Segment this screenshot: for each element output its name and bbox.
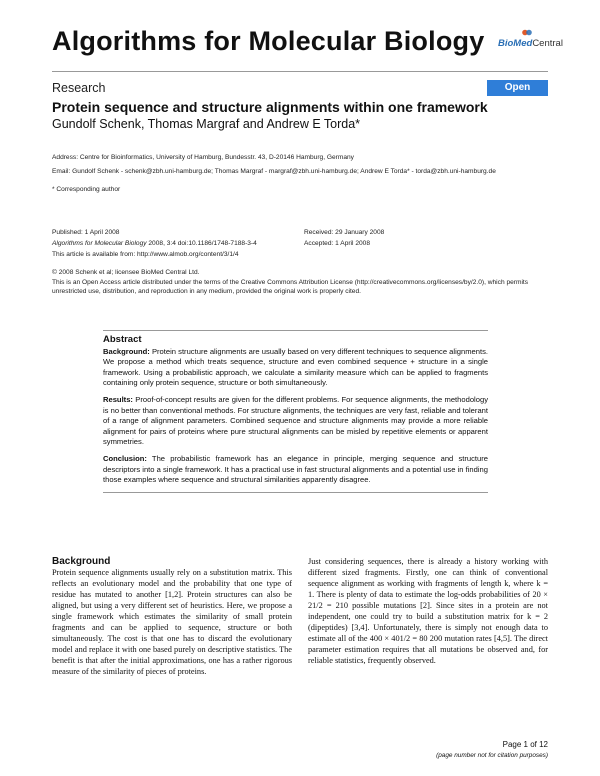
abstract-results-text: Proof-of-concept results are given for the different problems. For sequence alignments, the methodology is no better than conventional methods. For structure alignments, the techniques are very fast, reliable and tolerant of a range of alignment parameters. Combined sequence and structure alignments may provide a more reliable alignment for pairs of proteins where pure structural alignments can be misled by repetitive elements or apparent symmetries. [103,394,488,447]
citation [52,240,257,249]
logo-brand: BioMed [498,38,533,49]
page-number: Page 1 of 12 [502,740,548,749]
abstract-background [103,347,488,389]
abstract-conclusion-label: Conclusion: [103,453,147,463]
license-text: This is an Open Access article distributed under the terms of the Creative Commons Attribution License (http://creativecommons.org/licenses/by/2.0), which permits unrestricted use, distribution, and reproduction in any medium, provided the original work is properly cited. [52,279,529,295]
abstract-background-text: Protein structure alignments are usually based on very different techniques to sequence alignments. We propose a method which treats sequence, structure and even combined sequence + structure in a single framework. Using a probabilistic approach, we calculate a similarity measure which can be applied to fragments containing only protein sequence, structure or both simultaneously. [103,346,488,388]
abstract-conclusion [103,454,488,486]
abstract-results [103,395,488,448]
citation-details: 2008, 3:4 doi:10.1186/1748-7188-3-4 [146,240,257,247]
journal-title: Algorithms for Molecular Biology [52,26,485,56]
header-divider [52,71,548,72]
corresponding-author-note: * Corresponding author [52,186,121,193]
abstract-results-label: Results: [103,394,133,404]
author-list: Gundolf Schenk, Thomas Margraf and Andrew E Torda* [52,117,361,131]
background-heading: Background [52,556,111,567]
logo-mark-icon [522,28,532,37]
body-paragraph-left: Protein sequence alignments usually rely on a substitution matrix. This reflects an evolutionary model and the probability that one type of residue has mutated to another [1,2]. Protein structures can also be aligned, but using a very different set of heuristics. Here, we propose a single framework which estimates the similarity of small protein fragments and can be applied to sequence, structure or both simultaneously. The cost is that one has to discard the evolutionary model and replace it with one based purely on descriptive statistics. The benefit is that after the initial approximations, one has a rather rigorous measure of the similarity of pieces of proteins. [52,568,292,676]
abstract-box [103,330,488,493]
article-section: Research [52,81,106,95]
accepted-date: Accepted: 1 April 2008 [304,240,370,247]
author-emails: Email: Gundolf Schenk - schenk@zbh.uni-hamburg.de; Thomas Margraf - margraf@zbh.uni-hamburg.de; Andrew E Torda* - torda@zbh.uni-hamburg.de [52,168,496,175]
article-title: Protein sequence and structure alignments within one framework [52,99,488,115]
abstract-background-label: Background: [103,346,150,356]
abstract-bottom-rule [103,492,488,493]
publisher-logo [498,38,563,49]
abstract-heading: Abstract [103,334,142,345]
open-access-badge: Open Access [487,80,548,96]
abstract-top-rule [103,330,488,331]
author-address: Address: Centre for Bioinformatics, University of Hamburg, Bundesstr. 43, D-20146 Hamburg, Germany [52,154,354,161]
logo-suffix: Central [532,38,563,49]
received-date: Received: 29 January 2008 [304,229,385,236]
citation-journal: Algorithms for Molecular Biology [52,240,147,247]
body-paragraph-right: Just considering sequences, there is already a history working with different sized fragments. Firstly, one can think of conventional sequence alignment as working with fragments of length k, where k = 1. There is plenty of data to estimate the log-odds probabilities of 20 × 21/2 = 210 possible mutations [2]. Since sites in a protein are not independent, one could try to build a substitution matrix for k = 2 (dipeptides) [3,4]. Unfortunately, there is simply not enough data to estimate all of the 400 × 401/2 = 80 200 mutation rates [4,5]. The direct parameter estimation requires that all mutations be observed and, for reliable statistics, frequently observed. [308,557,548,665]
body-column-right [308,556,548,666]
page-number-note: (page number not for citation purposes) [436,752,548,759]
copyright-notice: © 2008 Schenk et al; licensee BioMed Central Ltd. [52,269,200,276]
published-date: Published: 1 April 2008 [52,229,120,236]
abstract-conclusion-text: The probabilistic framework has an elegance in principle, merging sequence and structure descriptors into a single framework. It has a practical use in fast structural alignments and a potential use in finding those examples where sequence and structural similarities apparently disagree. [103,453,488,485]
article-url[interactable]: This article is available from: http://www.almob.org/content/3/1/4 [52,251,239,258]
body-column-left [52,556,292,677]
